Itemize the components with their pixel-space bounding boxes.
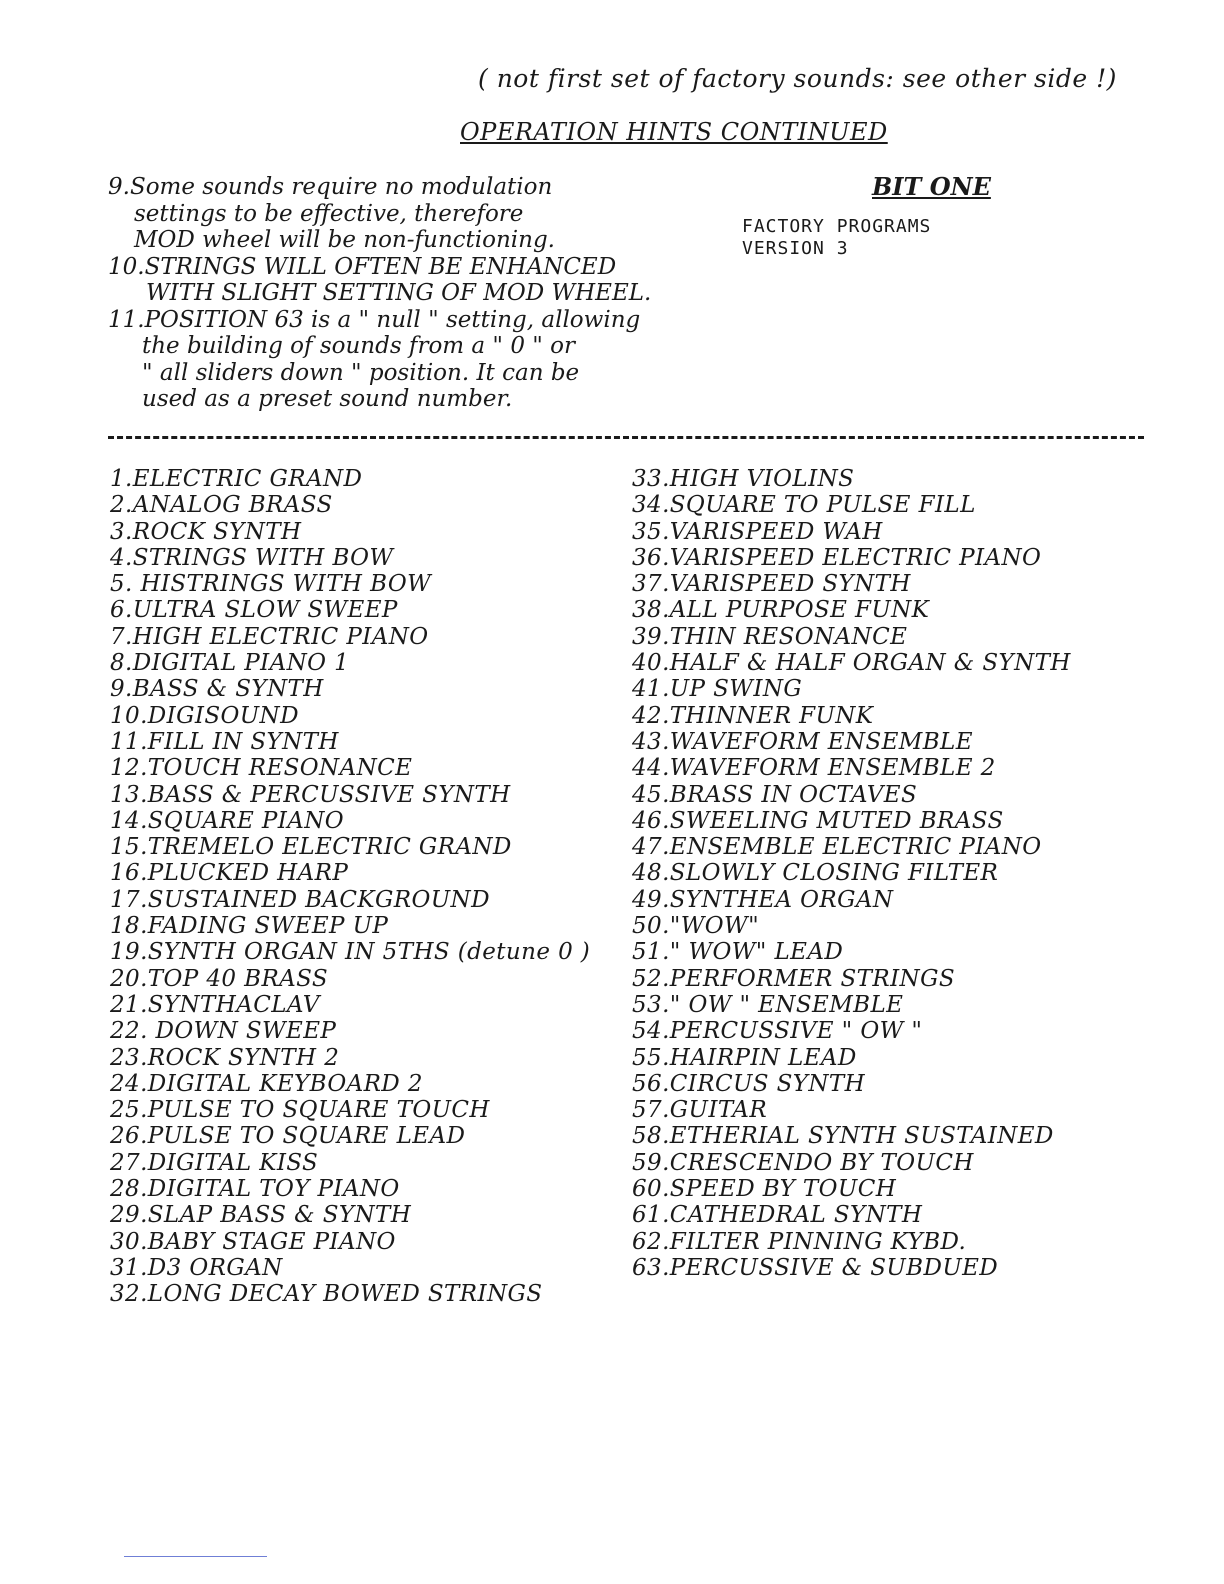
program-item: 25.PULSE TO SQUARE TOUCH <box>110 1097 490 1124</box>
program-item: 19.SYNTH ORGAN IN 5THS (detune 0 ) <box>110 939 591 966</box>
hint-line: 11.POSITION 63 is a " null " setting, allowing <box>108 306 641 333</box>
program-item: 17.SUSTAINED BACKGROUND <box>110 886 490 913</box>
operation-hints <box>108 174 708 413</box>
program-item: 14.SQUARE PIANO <box>110 807 345 834</box>
program-item: 42.THINNER FUNK <box>632 702 874 729</box>
version-line: VERSION 3 <box>742 238 849 259</box>
program-item: 11.FILL IN SYNTH <box>110 728 339 755</box>
program-item: 46.SWEELING MUTED BRASS <box>632 807 1004 834</box>
program-item: 44.WAVEFORM ENSEMBLE 2 <box>632 755 996 782</box>
program-item: 34.SQUARE TO PULSE FILL <box>632 492 976 519</box>
program-item: 8.DIGITAL PIANO 1 <box>110 650 350 677</box>
header-note: ( not first set of factory sounds: see other side !) <box>478 64 1117 93</box>
hint-line: " all sliders down " position. It can be <box>142 359 580 386</box>
hint-line: used as a preset sound number. <box>142 386 513 412</box>
program-item: 59.CRESCENDO BY TOUCH <box>632 1149 974 1176</box>
program-item: 57.GUITAR <box>632 1097 768 1124</box>
program-item: 50."WOW" <box>632 913 760 940</box>
program-item: 12.TOUCH RESONANCE <box>110 755 413 782</box>
hint-line: the building of sounds from a " 0 " or <box>142 333 576 359</box>
program-item: 5. HISTRINGS WITH BOW <box>110 571 432 598</box>
program-item: 32.LONG DECAY BOWED STRINGS <box>110 1281 543 1308</box>
program-item: 48.SLOWLY CLOSING FILTER <box>632 860 999 887</box>
program-item: 40.HALF & HALF ORGAN & SYNTH <box>632 650 1071 677</box>
program-item: 56.CIRCUS SYNTH <box>632 1070 866 1097</box>
program-item: 45.BRASS IN OCTAVES <box>632 781 918 808</box>
program-item: 38.ALL PURPOSE FUNK <box>632 597 930 624</box>
program-item: 30.BABY STAGE PIANO <box>110 1228 396 1255</box>
program-item: 31.D3 ORGAN <box>110 1254 283 1281</box>
program-item: 55.HAIRPIN LEAD <box>632 1044 857 1071</box>
program-item: 15.TREMELO ELECTRIC GRAND <box>110 834 512 861</box>
program-item: 49.SYNTHEA ORGAN <box>632 886 894 913</box>
program-item: 27.DIGITAL KISS <box>110 1149 319 1176</box>
program-item: 37.VARISPEED SYNTH <box>632 571 911 598</box>
program-item: 61.CATHEDRAL SYNTH <box>632 1202 923 1229</box>
program-item: 21.SYNTHACLAV <box>110 991 320 1018</box>
program-item: 13.BASS & PERCUSSIVE SYNTH <box>110 781 511 808</box>
program-item: 60.SPEED BY TOUCH <box>632 1176 897 1203</box>
program-item: 20.TOP 40 BRASS <box>110 965 329 992</box>
hint-line: settings to be effective, therefore <box>134 200 524 227</box>
program-item: 28.DIGITAL TOY PIANO <box>110 1176 400 1203</box>
program-item: 2.ANALOG BRASS <box>110 492 333 519</box>
program-item: 3.ROCK SYNTH <box>110 518 302 545</box>
program-item: 23.ROCK SYNTH 2 <box>110 1044 340 1071</box>
program-item: 35.VARISPEED WAH <box>632 518 883 545</box>
program-item: 63.PERCUSSIVE & SUBDUED <box>632 1254 999 1281</box>
program-item: 43.WAVEFORM ENSEMBLE <box>632 728 973 755</box>
program-item: 62.FILTER PINNING KYBD. <box>632 1228 967 1255</box>
program-item: 54.PERCUSSIVE " OW " <box>632 1018 923 1045</box>
program-item: 7.HIGH ELECTRIC PIANO <box>110 623 429 650</box>
program-list-left <box>110 466 590 1308</box>
factory-programs-label <box>742 216 931 260</box>
hint-line: 10.STRINGS WILL OFTEN BE ENHANCED <box>108 253 617 280</box>
program-list-right <box>632 466 1071 1281</box>
program-item: 4.STRINGS WITH BOW <box>110 544 394 571</box>
program-item: 52.PERFORMER STRINGS <box>632 965 956 992</box>
program-item: 26.PULSE TO SQUARE LEAD <box>110 1123 466 1150</box>
hint-line: WITH SLIGHT SETTING OF MOD WHEEL. <box>146 280 652 306</box>
program-item: 39.THIN RESONANCE <box>632 623 908 650</box>
bit-one-title: BIT ONE <box>872 172 991 201</box>
dashed-divider <box>108 436 1144 439</box>
program-item: 18.FADING SWEEP UP <box>110 913 389 940</box>
program-item: 58.ETHERIAL SYNTH SUSTAINED <box>632 1123 1054 1150</box>
program-item: 33.HIGH VIOLINS <box>632 466 855 492</box>
program-item: 29.SLAP BASS & SYNTH <box>110 1202 412 1229</box>
hint-line: 9.Some sounds require no modulation <box>108 174 553 200</box>
program-item: 41.UP SWING <box>632 676 803 703</box>
bottom-rule <box>124 1556 267 1557</box>
factory-programs-line: FACTORY PROGRAMS <box>742 216 932 237</box>
program-item: 1.ELECTRIC GRAND <box>110 466 363 492</box>
program-item: 36.VARISPEED ELECTRIC PIANO <box>632 544 1042 571</box>
program-item: 24.DIGITAL KEYBOARD 2 <box>110 1070 423 1097</box>
program-item: 51." WOW" LEAD <box>632 939 844 966</box>
program-item: 10.DIGISOUND <box>110 702 299 729</box>
program-item: 16.PLUCKED HARP <box>110 860 349 887</box>
program-item: 6.ULTRA SLOW SWEEP <box>110 597 398 624</box>
program-item: 47.ENSEMBLE ELECTRIC PIANO <box>632 834 1042 861</box>
program-item: 9.BASS & SYNTH <box>110 676 324 703</box>
hint-line: MOD wheel will be non-functioning. <box>134 227 555 253</box>
program-item: 53." OW " ENSEMBLE <box>632 991 904 1018</box>
program-item: 22. DOWN SWEEP <box>110 1018 337 1045</box>
section-title: OPERATION HINTS CONTINUED <box>460 118 888 146</box>
